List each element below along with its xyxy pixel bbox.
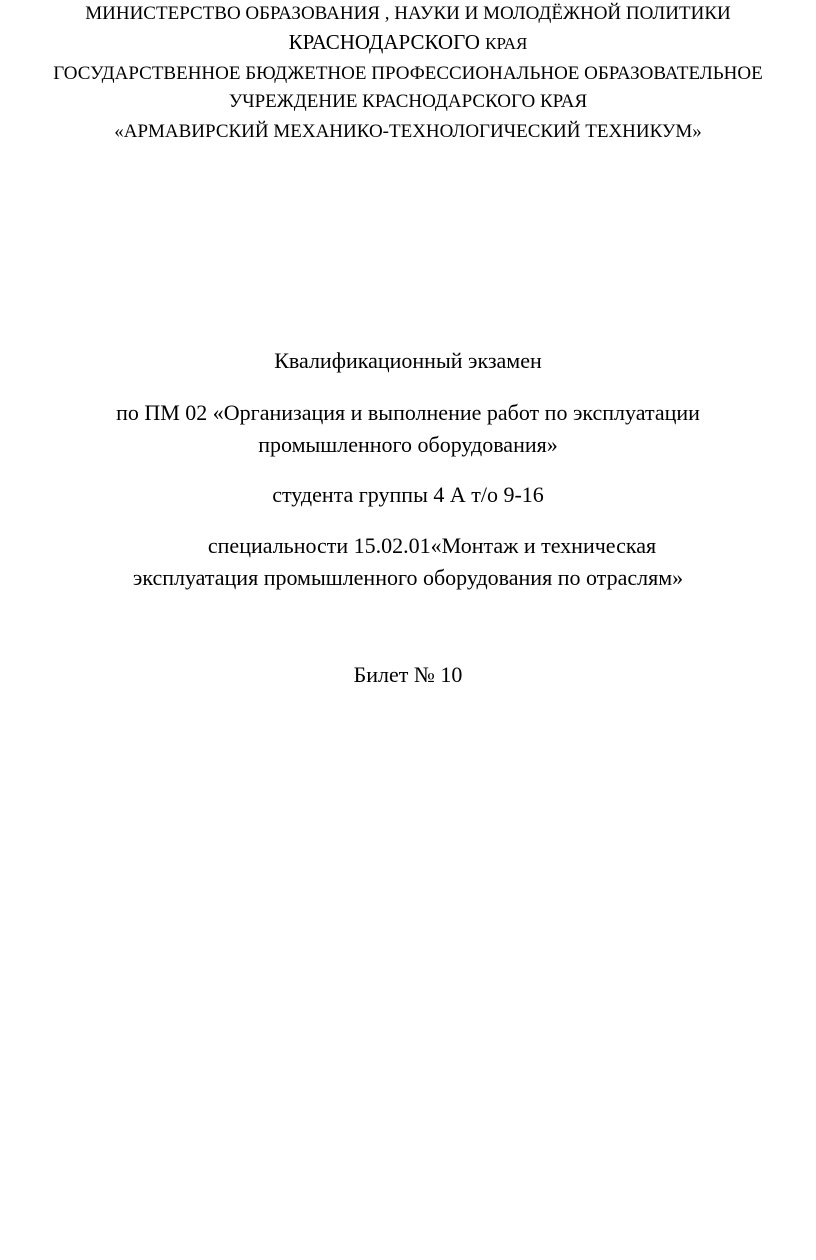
region-title-main: КРАСНОДАРСКОГО — [288, 30, 486, 54]
specialty-line-2: эксплуатация промышленного оборудования по отраслям» — [132, 565, 684, 590]
ministry-title: МИНИСТЕРСТВО ОБРАЗОВАНИЯ , НАУКИ И МОЛОДЁЖНОЙ ПОЛИТИКИ — [85, 3, 731, 24]
region-title-tail: КРАЯ — [485, 34, 528, 53]
module-line-2: промышленного оборудования» — [258, 432, 558, 457]
exam-title: Квалификационный экзамен — [274, 348, 542, 373]
student-group: студента группы 4 А т/о 9-16 — [272, 482, 544, 507]
institution-name: «АРМАВИРСКИЙ МЕХАНИКО-ТЕХНОЛОГИЧЕСКИЙ ТЕХНИКУМ» — [114, 121, 702, 142]
region-title — [0, 32, 816, 53]
specialty-line-1: специальности 15.02.01«Монтаж и техническая — [207, 533, 657, 558]
institution-region: УЧРЕЖДЕНИЕ КРАСНОДАРСКОГО КРАЯ — [228, 91, 588, 112]
ticket-number: Билет № 10 — [353, 662, 463, 687]
institution-type: ГОСУДАРСТВЕННОЕ БЮДЖЕТНОЕ ПРОФЕССИОНАЛЬНОЕ ОБРАЗОВАТЕЛЬНОЕ — [53, 63, 763, 84]
module-line-1: по ПМ 02 «Организация и выполнение работ по эксплуатации — [116, 400, 700, 425]
